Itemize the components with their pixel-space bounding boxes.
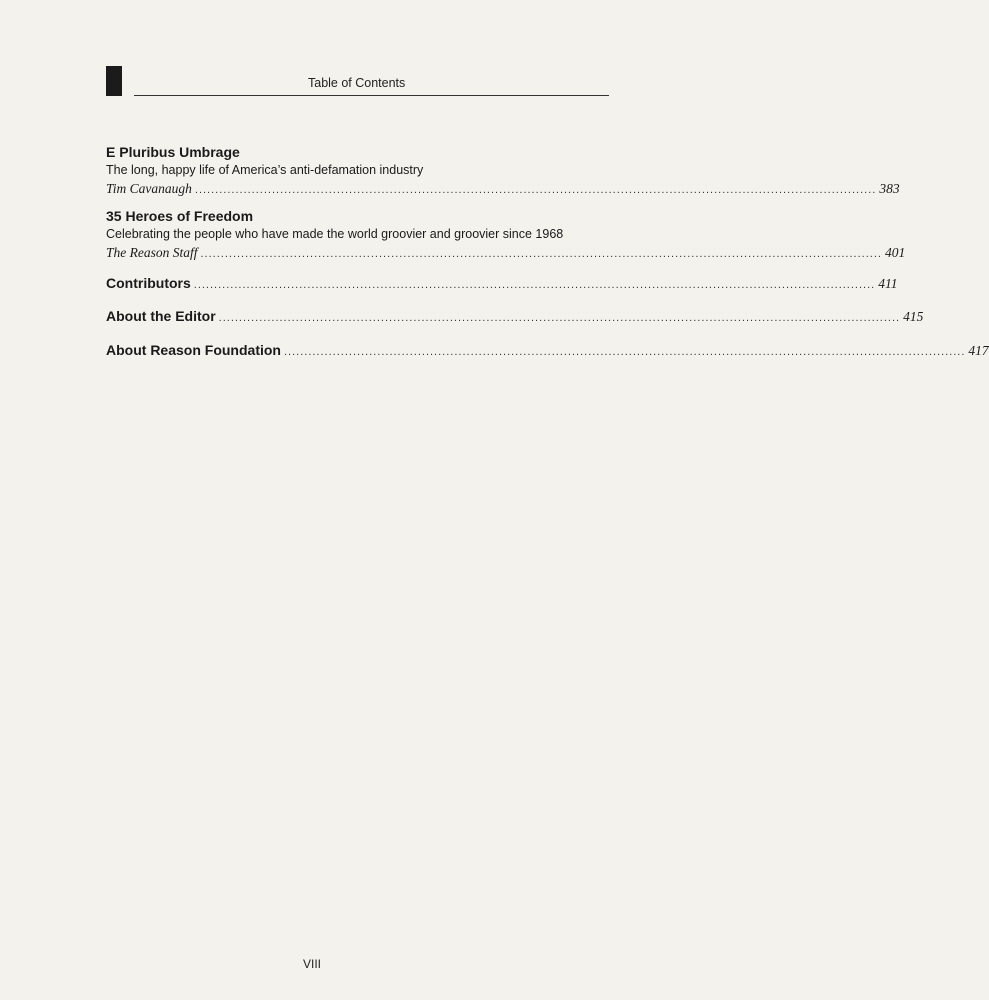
entry-description: Celebrating the people who have made the world groovier and groovier since 1968 [106,227,564,241]
section-page-number: 415 [903,309,924,324]
header-marker-block [106,66,122,96]
section-title: About Reason Foundation [106,342,281,358]
entry-title: E Pluribus Umbrage [106,144,240,160]
running-header-title: Table of Contents [308,76,406,90]
entry-author: The Reason Staff [106,245,198,260]
section-title: About the Editor [106,308,216,324]
leader-dots: ........................................................................................................................................................................ [194,184,877,196]
leader-dots: ........................................................................................................................................................................ [200,248,882,260]
section-line [106,273,898,295]
section-line [106,340,989,362]
section-page-number: 411 [878,276,898,291]
header-rule [134,95,609,96]
section-title: Contributors [106,275,191,291]
footer-page-number: VIII [302,957,321,971]
leader-dots: ........................................................................................................................................................................ [218,312,901,324]
entry-author-line [106,243,906,264]
entry-author-line [106,179,900,200]
section-line [106,306,924,328]
entry-page-number: 383 [879,181,900,196]
entry-title: 35 Heroes of Freedom [106,208,254,224]
leader-dots: ........................................................................................................................................................................ [283,346,966,358]
entry-page-number: 401 [884,245,906,260]
toc-entry-35-heroes-of-freedom [106,207,906,264]
toc-entry-e-pluribus-umbrage [106,143,900,200]
toc-section-about-the-editor [106,306,924,328]
entry-author: Tim Cavanaugh [106,181,192,196]
section-page-number: 417 [968,343,989,358]
toc-section-about-reason-foundation [106,340,989,362]
toc-section-contributors [106,273,898,295]
entry-description: The long, happy life of America’s anti-defamation industry [106,163,424,177]
leader-dots: ........................................................................................................................................................................ [193,279,876,291]
